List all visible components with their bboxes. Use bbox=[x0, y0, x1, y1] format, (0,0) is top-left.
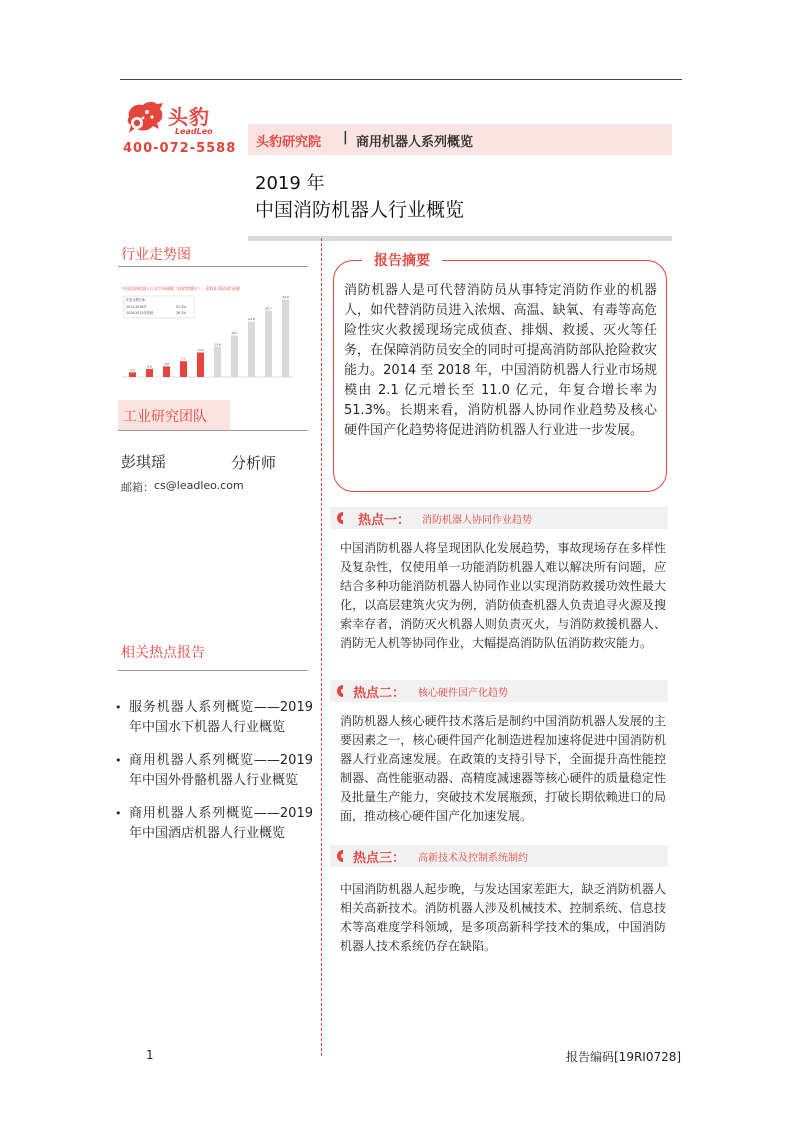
half-circle-icon bbox=[331, 684, 345, 698]
team-heading: 工业研究团队 bbox=[123, 409, 207, 425]
bullet-icon: • bbox=[115, 701, 122, 714]
column-divider bbox=[321, 238, 322, 1056]
hotspot-1-label: 热点一： bbox=[358, 513, 411, 528]
trend-heading-rule bbox=[118, 266, 308, 267]
hotspot-1-topic: 消防机器人协同作业趋势 bbox=[422, 515, 532, 526]
trend-chart-bar bbox=[197, 353, 204, 377]
hotspot-1-band bbox=[330, 507, 668, 529]
trend-chart-bar bbox=[282, 299, 289, 377]
trend-chart bbox=[120, 282, 295, 387]
trend-chart-bar bbox=[129, 372, 136, 377]
bullet-icon: • bbox=[115, 754, 122, 767]
trend-chart-value-label: 11.0 bbox=[197, 348, 204, 353]
logo-name-en: LeadLeo bbox=[175, 127, 213, 136]
trend-chart-value-label: 7.1 bbox=[181, 356, 186, 361]
header-separator: | bbox=[343, 130, 348, 145]
report-code: 报告编码[19RI0728] bbox=[566, 1050, 682, 1064]
related-heading-rule bbox=[118, 670, 308, 671]
header-band bbox=[248, 124, 672, 155]
hotspot-3-topic: 高新技术及控制系统制约 bbox=[418, 853, 528, 864]
trend-chart-value-label: 29.7 bbox=[265, 306, 272, 311]
page-number: 1 bbox=[146, 1048, 154, 1062]
trend-chart-bar bbox=[214, 347, 221, 377]
trend-chart-bar bbox=[163, 366, 170, 377]
trend-chart-bar bbox=[248, 322, 255, 377]
hotspot-1-text: 中国消防机器人将呈现团队化发展趋势，事故现场存在多样性及复杂性，仅使用单一功能消防机器人难以解决所有问题，应结合多种功能消防机器人协同作业以实现消防救援功效性最大化，以高层建筑火灾为例，消防侦查机器人负责追寻火源及搜索幸存者，消防灭火机器人则负责灭火，与消防救援机器人、消防无人机等协同作业，大幅提高消防队伍消防救灾能力。 bbox=[340, 541, 666, 650]
related-report-item[interactable] bbox=[115, 698, 313, 738]
leopard-logo-icon bbox=[123, 99, 167, 139]
trend-chart-bar bbox=[180, 361, 187, 377]
report-title-year: 2019 年 bbox=[255, 173, 325, 194]
related-report-title: 商用机器人系列概览——2019 年中国酒店机器人行业概览 bbox=[129, 806, 313, 841]
analyst-role: 分析师 bbox=[231, 454, 277, 472]
team-heading-rule bbox=[118, 430, 308, 431]
title-divider bbox=[248, 236, 672, 241]
trend-chart-bar bbox=[265, 311, 272, 377]
report-title: 中国消防机器人行业概览 bbox=[255, 199, 465, 221]
related-heading: 相关热点报告 bbox=[121, 645, 205, 661]
related-report-item[interactable] bbox=[115, 804, 313, 844]
series-name: 商用机器人系列概览 bbox=[356, 135, 474, 150]
summary-text: 消防机器人是可代替消防员从事特定消防作业的机器人，如代替消防员进入浓烟、高温、缺氧、有毒等高危险性灾火救援现场完成侦查、排烟、救援、灭火等任务，在保障消防员安全的同时可提高消防部队抢险救灾能力。2014 至 2018 年，中国消防机器人行业市场规模由 2.1 亿元增长至 11.0 亿元，年复合增长率为 51.3%。长期来看，消防机器人协同作业趋势及核心硬件国产化趋势将促进消防机器人行业进一步发展。 bbox=[344, 283, 657, 438]
team-heading-band bbox=[118, 400, 230, 430]
phone-number: 400-072-5588 bbox=[123, 141, 237, 156]
hotspot-2-text: 消防机器人核心硬件技术落后是制约中国消防机器人发展的主要因素之一，核心硬件国产化制造进程加速将促进中国消防机器人行业高速发展。在政策的支持引导下，全面提升高性能控制器、高性能驱动器、高精度减速器等核心硬件的质量稳定性及批量生产能力，突破技术发展瓶颈，打破长期依赖进口的局面，推动核心硬件国产化加速发展。 bbox=[340, 714, 666, 823]
logo-name-cn: 头豹 bbox=[168, 105, 210, 129]
hotspot-2-label: 热点二： bbox=[353, 686, 406, 701]
email-label: 邮箱： bbox=[121, 481, 154, 494]
trend-chart-legend-cagr1: 51.3% bbox=[176, 305, 187, 309]
half-circle-icon bbox=[331, 511, 345, 525]
trend-chart-value-label: 2.1 bbox=[130, 367, 135, 372]
trend-chart-value-label: 34.9 bbox=[282, 294, 289, 299]
trend-chart-bar bbox=[231, 335, 238, 377]
top-rule bbox=[120, 79, 682, 80]
trend-chart-legend-row1: 2014-2018年 bbox=[126, 305, 147, 309]
hotspot-2-topic: 核心硬件国产化趋势 bbox=[418, 688, 508, 699]
hotspot-3-label: 热点三： bbox=[353, 851, 406, 866]
related-report-item[interactable] bbox=[115, 751, 313, 791]
trend-chart-value-label: 3.6 bbox=[147, 364, 152, 369]
summary-tag bbox=[362, 250, 442, 272]
trend-chart-value-label: 4.8 bbox=[164, 361, 169, 366]
trend-chart-legend-title: 年复合增长率： bbox=[126, 298, 149, 302]
trend-chart-legend-row2: 2018-2023年预测 bbox=[126, 311, 153, 315]
bullet-icon: • bbox=[115, 807, 122, 820]
related-report-title: 商用机器人系列概览——2019 年中国外骨骼机器人行业概览 bbox=[129, 753, 313, 788]
half-circle-icon bbox=[331, 849, 345, 863]
summary-heading: 报告摘要 bbox=[374, 253, 430, 269]
trend-chart-value-label: 13.6 bbox=[214, 342, 221, 347]
trend-chart-value-label: 18.7 bbox=[231, 330, 238, 335]
trend-chart-title: 中国消防机器人行业市场规模（按销售额计），2014-2023年预测 bbox=[122, 286, 240, 291]
trend-chart-value-label: 24.9 bbox=[248, 317, 255, 322]
hotspot-3-band bbox=[330, 845, 668, 867]
trend-chart-bar bbox=[146, 369, 153, 377]
analyst-name: 彭琪瑶 bbox=[121, 453, 167, 471]
trend-chart-legend-cagr2: 26.1% bbox=[176, 311, 187, 315]
email-link[interactable]: cs@leadleo.com bbox=[154, 479, 244, 492]
institute-name: 头豹研究院 bbox=[256, 135, 322, 150]
trend-chart-svg bbox=[120, 282, 295, 387]
hotspot-2-band bbox=[330, 680, 668, 702]
trend-heading: 行业走势图 bbox=[121, 247, 191, 263]
hotspot-3-text: 中国消防机器人起步晚，与发达国家差距大，缺乏消防机器人相关高新技术。消防机器人涉及机械技术、控制系统、信息技术等高难度学科领域，是多项高新科学技术的集成，中国消防机器人技术系统仍存在缺陷。 bbox=[340, 882, 666, 953]
related-reports-list bbox=[115, 698, 313, 857]
related-report-title: 服务机器人系列概览——2019 年中国水下机器人行业概览 bbox=[129, 700, 313, 735]
